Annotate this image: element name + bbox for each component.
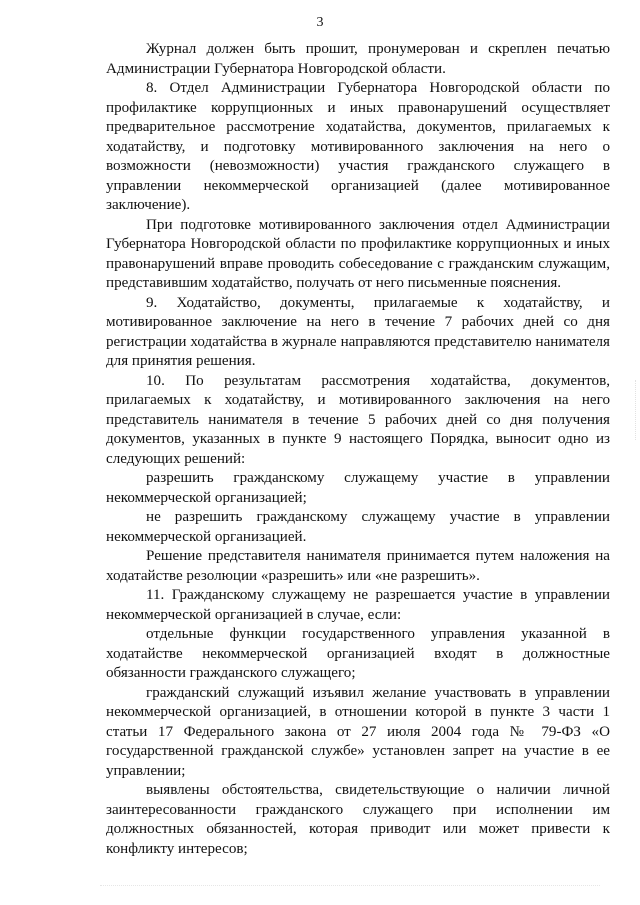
paragraph-condition-prohibition: гражданский служащий изъявил желание участвовать в управлении некоммерческой организацией, в отношении которой в пункте 3 части 1 статьи 17 Федерального закона от 27 июля 2004 года № 79-ФЗ «О государственной гражданской службе» установлен запрет на участие в ее управлении; [106, 684, 610, 779]
paragraph-condition-functions: отдельные функции государственного управления указанной в ходатайстве некоммерческой организацией входят в должностные обязанности гражданского служащего; [106, 626, 610, 681]
document-body [106, 40, 610, 859]
paragraph-interview: При подготовке мотивированного заключения отдел Администрации Губернатора Новгородской области по профилактике коррупционных и иных правонарушений вправе проводить собеседование с гражданским служащим, представившим ходатайство, получать от него письменные пояснения. [106, 216, 610, 291]
paragraph-item-9: 9. Ходатайство, документы, прилагаемые к ходатайству, и мотивированное заключение на него в течение 7 рабочих дней со дня регистрации ходатайства в журнале направляются представителю нанимателя для принятия решения. [106, 294, 610, 369]
paragraph-condition-conflict: выявлены обстоятельства, свидетельствующие о наличии личной заинтересованности гражданского служащего при исполнении им должностных обязанностей, которая приводит или может привести к конфликту интересов; [106, 782, 610, 857]
paragraph-item-11: 11. Гражданскому служащему не разрешается участие в управлении некоммерческой организацией в случае, если: [106, 587, 610, 623]
paragraph-resolution: Решение представителя нанимателя принимается путем наложения на ходатайстве резолюции «разрешить» или «не разрешить». [106, 548, 610, 584]
scan-bottom-marks [100, 885, 600, 890]
paragraph-journal-binding: Журнал должен быть прошит, пронумерован и скреплен печатью Администрации Губернатора Новгородской области. [106, 41, 610, 77]
paragraph-item-10: 10. По результатам рассмотрения ходатайства, документов, прилагаемых к ходатайству, и мотивированного заключения на него представитель нанимателя в течение 5 рабочих дней со дня получения документов, указанных в пункте 9 настоящего Порядка, выносит одно из следующих решений: [106, 372, 610, 467]
page-number: 3 [316, 15, 324, 30]
paragraph-item-8: 8. Отдел Администрации Губернатора Новгородской области по профилактике коррупционных и иных правонарушений осуществляет предварительное рассмотрение ходатайства, документов, прилагаемых к ходатайству, и подготовку мотивированного заключения на него о возможности (невозможности) участия гражданского служащего в управлении некоммерческой организацией (далее мотивированное заключение). [106, 80, 610, 213]
scan-edge-marks [633, 380, 636, 440]
paragraph-decision-deny: не разрешить гражданскому служащему участие в управлении некоммерческой организацией. [106, 509, 610, 545]
paragraph-decision-allow: разрешить гражданскому служащему участие в управлении некоммерческой организацией; [106, 470, 610, 506]
